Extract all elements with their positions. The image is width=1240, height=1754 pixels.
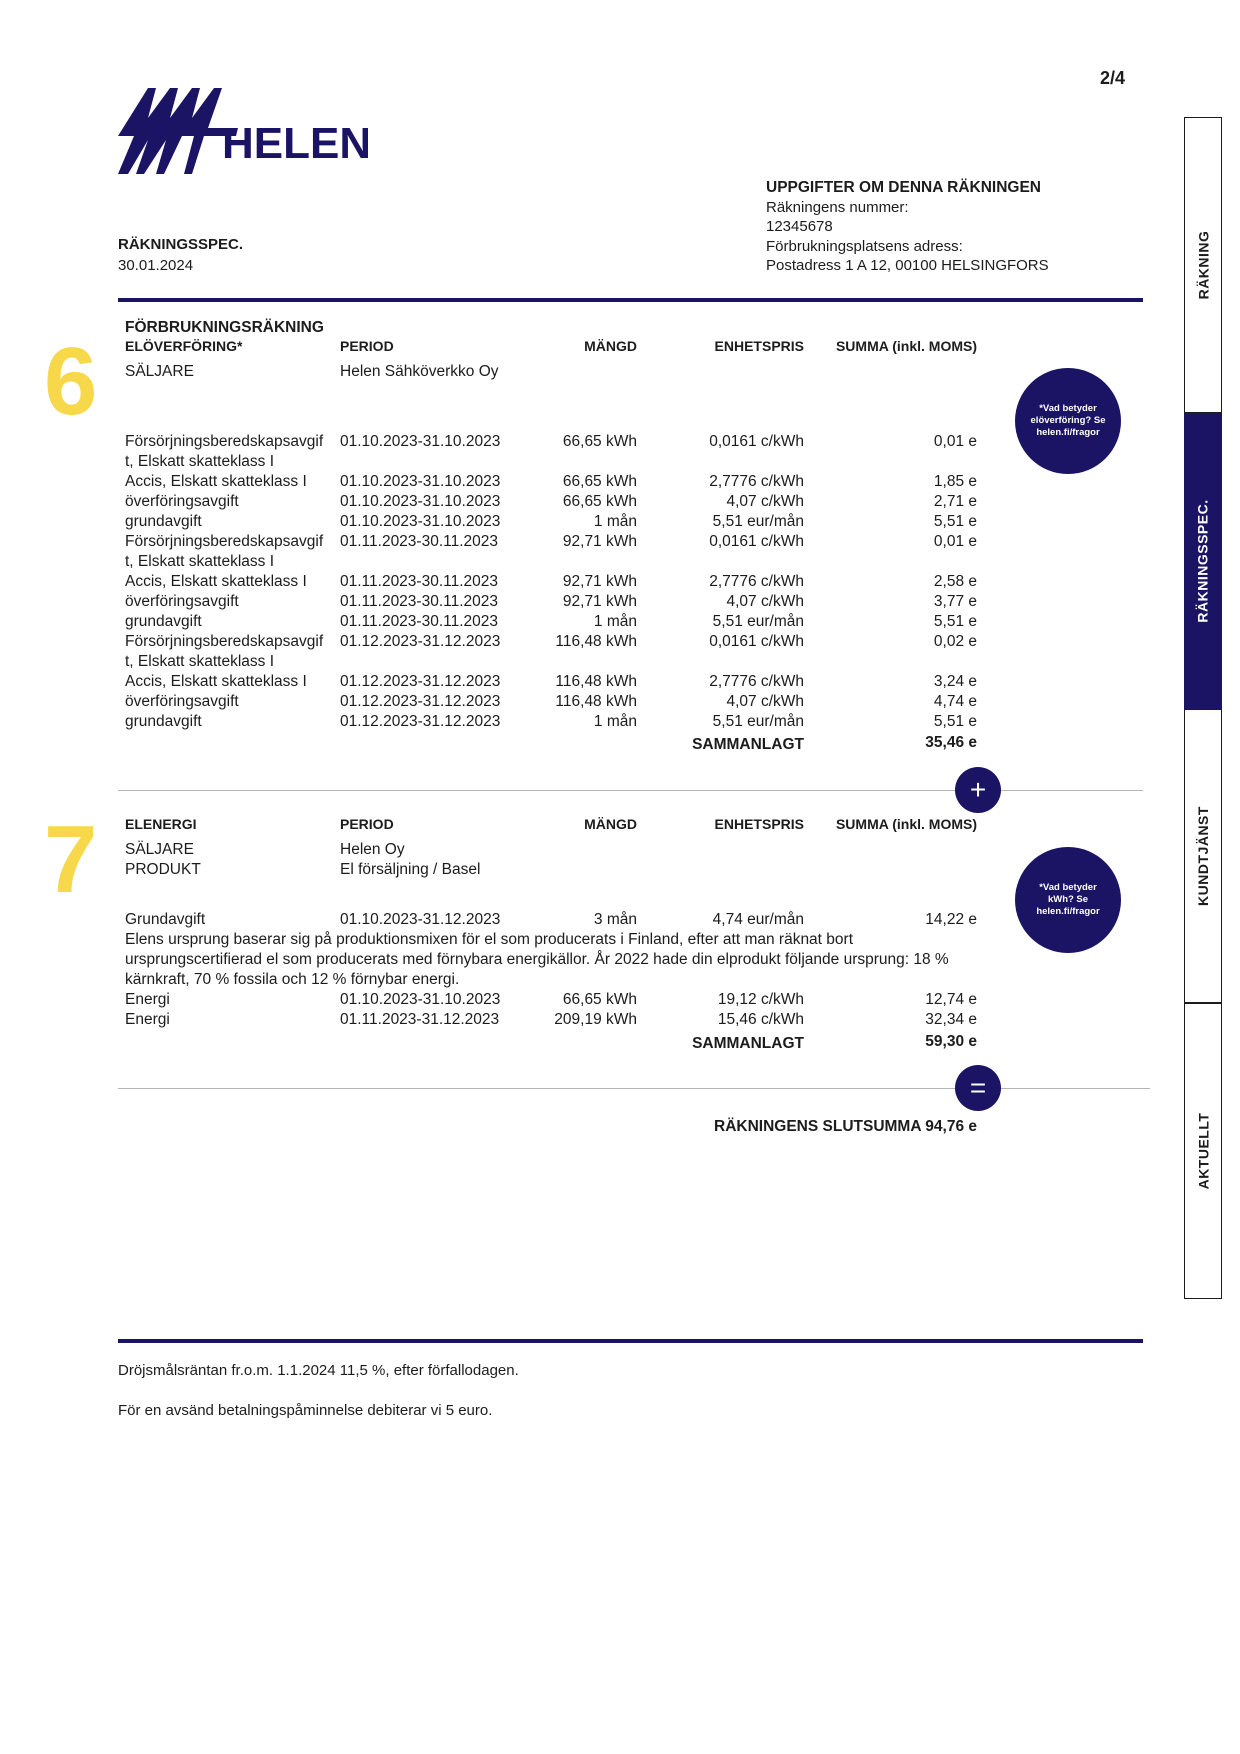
section7-header-period: PERIOD bbox=[340, 816, 394, 832]
item-period: 01.10.2023-31.10.2023 bbox=[340, 991, 501, 1008]
item-amount: 92,71 kWh bbox=[562, 573, 637, 590]
item-amount: 92,71 kWh bbox=[562, 533, 637, 550]
section7-header-amount: MÄNGD bbox=[584, 816, 637, 832]
invoice-info-heading: UPPGIFTER OM DENNA RÄKNINGEN bbox=[766, 179, 1041, 196]
item-period: 01.11.2023-30.11.2023 bbox=[340, 573, 499, 590]
divider bbox=[118, 1339, 1143, 1343]
document-title: RÄKNINGSSPEC. bbox=[118, 236, 244, 253]
origin-line: ursprungscertifierad el som producerats med förnybara energikällor. År 2022 hade din elprodukt följande ursprung: 18 % bbox=[125, 951, 949, 968]
tab-rakning[interactable] bbox=[1184, 117, 1222, 413]
origin-line: Elens ursprung baserar sig på produktionsmixen för el som producerats i Finland, efter att man räknat bort bbox=[125, 931, 854, 948]
section7-title: ELENERGI bbox=[125, 816, 197, 832]
section-marker-6: 6 bbox=[44, 328, 98, 435]
item-unit-price: 2,7776 c/kWh bbox=[709, 673, 804, 690]
address-label: Förbrukningsplatsens adress: bbox=[766, 237, 963, 255]
item-period: 01.12.2023-31.12.2023 bbox=[340, 633, 501, 650]
item-sum: 0,01 e bbox=[933, 533, 977, 550]
helen-logo-mark bbox=[118, 88, 368, 178]
item-amount: 116,48 kWh bbox=[555, 673, 637, 690]
item-unit-price: 4,07 c/kWh bbox=[726, 693, 804, 710]
item-period: 01.10.2023-31.10.2023 bbox=[340, 513, 501, 530]
item-name: Försörjningsberedskapsavgif bbox=[125, 533, 324, 550]
item-name-cont: t, Elskatt skatteklass I bbox=[125, 453, 275, 470]
item-name: Accis, Elskatt skatteklass I bbox=[125, 473, 307, 490]
item-amount: 1 mån bbox=[593, 713, 637, 730]
section6-seller: Helen Sähköverkko Oy bbox=[340, 363, 499, 380]
item-name: Försörjningsberedskapsavgif bbox=[125, 633, 324, 650]
item-period: 01.12.2023-31.12.2023 bbox=[340, 673, 501, 690]
item-unit-price: 5,51 eur/mån bbox=[712, 513, 804, 530]
item-amount: 209,19 kWh bbox=[554, 1011, 637, 1028]
item-period: 01.11.2023-30.11.2023 bbox=[340, 533, 499, 550]
item-name: grundavgift bbox=[125, 713, 202, 730]
item-unit-price: 19,12 c/kWh bbox=[717, 991, 804, 1008]
divider bbox=[118, 298, 1143, 302]
section7-base-sum: 14,22 e bbox=[925, 911, 977, 928]
section7-total: 59,30 e bbox=[925, 1033, 977, 1050]
item-name-cont: t, Elskatt skatteklass I bbox=[125, 553, 275, 570]
item-period: 01.11.2023-30.11.2023 bbox=[340, 593, 499, 610]
item-sum: 5,51 e bbox=[933, 713, 977, 730]
item-name-cont: t, Elskatt skatteklass I bbox=[125, 653, 275, 670]
section6-header-period: PERIOD bbox=[340, 338, 394, 354]
item-unit-price: 5,51 eur/mån bbox=[712, 713, 804, 730]
item-name: Försörjningsberedskapsavgif bbox=[125, 433, 324, 450]
item-name: grundavgift bbox=[125, 613, 202, 630]
item-unit-price: 0,0161 c/kWh bbox=[709, 533, 804, 550]
tab-label: AKTUELLT bbox=[1195, 1112, 1211, 1190]
item-unit-price: 4,07 c/kWh bbox=[726, 593, 804, 610]
item-period: 01.12.2023-31.12.2023 bbox=[340, 693, 501, 710]
item-sum: 0,02 e bbox=[933, 633, 977, 650]
helen-logo bbox=[118, 88, 368, 178]
plus-icon: + bbox=[955, 767, 1001, 813]
section6-header-amount: MÄNGD bbox=[584, 338, 637, 354]
section6-seller-label: SÄLJARE bbox=[125, 363, 194, 380]
item-period: 01.10.2023-31.10.2023 bbox=[340, 493, 501, 510]
section6-total: 35,46 e bbox=[925, 734, 977, 751]
address: Postadress 1 A 12, 00100 HELSINGFORS bbox=[766, 257, 1049, 274]
item-unit-price: 2,7776 c/kWh bbox=[709, 473, 804, 490]
item-unit-price: 0,0161 c/kWh bbox=[709, 633, 804, 650]
origin-line: kärnkraft, 70 % fossila och 12 % förnybar energi. bbox=[125, 971, 460, 988]
item-name: överföringsavgift bbox=[125, 693, 239, 710]
item-name: Accis, Elskatt skatteklass I bbox=[125, 573, 307, 590]
item-amount: 66,65 kWh bbox=[562, 433, 637, 450]
item-sum: 12,74 e bbox=[925, 991, 977, 1008]
item-sum: 32,34 e bbox=[925, 1011, 977, 1028]
section7-product: El försäljning / Basel bbox=[340, 861, 481, 878]
footer-interest: Dröjsmålsräntan fr.o.m. 1.1.2024 11,5 %, efter förfallodagen. bbox=[118, 1362, 519, 1379]
item-name: överföringsavgift bbox=[125, 493, 239, 510]
section7-header-unit-price: ENHETSPRIS bbox=[714, 816, 804, 832]
item-amount: 92,71 kWh bbox=[562, 593, 637, 610]
invoice-number-label: Räkningens nummer: bbox=[766, 198, 909, 216]
section7-product-label: PRODUKT bbox=[125, 861, 201, 878]
item-unit-price: 5,51 eur/mån bbox=[712, 613, 804, 630]
item-sum: 5,51 e bbox=[933, 613, 977, 630]
section7-seller: Helen Oy bbox=[340, 841, 405, 858]
item-sum: 0,01 e bbox=[933, 433, 977, 450]
page-number: 2/4 bbox=[1100, 68, 1126, 88]
section7-total-label: SAMMANLAGT bbox=[692, 1035, 804, 1052]
item-amount: 1 mån bbox=[593, 613, 637, 630]
item-period: 01.10.2023-31.10.2023 bbox=[340, 473, 501, 490]
section7-base-period: 01.10.2023-31.12.2023 bbox=[340, 911, 501, 928]
tab-label: RÄKNING bbox=[1195, 230, 1211, 300]
item-amount: 66,65 kWh bbox=[562, 991, 637, 1008]
equals-icon: = bbox=[955, 1065, 1001, 1111]
item-amount: 116,48 kWh bbox=[555, 633, 637, 650]
item-amount: 1 mån bbox=[593, 513, 637, 530]
section6-header-sum: SUMMA (inkl. MOMS) bbox=[835, 338, 977, 354]
item-unit-price: 15,46 c/kWh bbox=[717, 1011, 804, 1028]
section6-header-unit-price: ENHETSPRIS bbox=[714, 338, 804, 354]
grand-total: RÄKNINGENS SLUTSUMMA 94,76 e bbox=[714, 1118, 977, 1135]
section7-base-name: Grundavgift bbox=[125, 911, 206, 928]
item-name: Accis, Elskatt skatteklass I bbox=[125, 673, 307, 690]
item-sum: 1,85 e bbox=[933, 473, 977, 490]
tab-aktuellt[interactable] bbox=[1184, 1003, 1222, 1299]
section6-subtitle: ELÖVERFÖRING* bbox=[125, 338, 243, 354]
footer-reminder: För en avsänd betalningspåminnelse debiterar vi 5 euro. bbox=[118, 1402, 493, 1419]
section7-header-sum: SUMMA (inkl. MOMS) bbox=[835, 816, 977, 832]
document-date: 30.01.2024 bbox=[118, 257, 194, 274]
section7-base-amount: 3 mån bbox=[593, 911, 637, 928]
item-sum: 4,74 e bbox=[933, 693, 977, 710]
section6-total-label: SAMMANLAGT bbox=[692, 736, 804, 753]
item-name: överföringsavgift bbox=[125, 593, 239, 610]
info-bubble-transfer[interactable]: *Vad betyder elöverföring? Se helen.fi/fragor bbox=[1015, 368, 1121, 474]
section7-seller-label: SÄLJARE bbox=[125, 841, 194, 858]
section7-base-price: 4,74 eur/mån bbox=[712, 911, 804, 928]
item-name: Energi bbox=[125, 1011, 170, 1028]
item-name: Energi bbox=[125, 991, 170, 1008]
item-amount: 66,65 kWh bbox=[562, 493, 637, 510]
item-period: 01.10.2023-31.10.2023 bbox=[340, 433, 501, 450]
item-name: grundavgift bbox=[125, 513, 202, 530]
item-sum: 3,24 e bbox=[933, 673, 977, 690]
item-sum: 2,58 e bbox=[933, 573, 977, 590]
tab-label: RÄKNINGSSPEC. bbox=[1195, 499, 1211, 623]
item-period: 01.11.2023-31.12.2023 bbox=[340, 1011, 500, 1028]
section6-title: FÖRBRUKNINGSRÄKNING bbox=[125, 319, 324, 336]
item-sum: 2,71 e bbox=[933, 493, 977, 510]
item-unit-price: 4,07 c/kWh bbox=[726, 493, 804, 510]
invoice-number: 12345678 bbox=[766, 218, 833, 235]
item-amount: 66,65 kWh bbox=[562, 473, 637, 490]
tab-label: KUNDTJÄNST bbox=[1195, 806, 1212, 906]
item-sum: 5,51 e bbox=[933, 513, 977, 530]
item-unit-price: 0,0161 c/kWh bbox=[709, 433, 804, 450]
item-unit-price: 2,7776 c/kWh bbox=[709, 573, 804, 590]
item-amount: 116,48 kWh bbox=[555, 693, 637, 710]
helen-logo-text: HELEN bbox=[222, 119, 368, 168]
tab-rakningsspec[interactable] bbox=[1184, 413, 1222, 709]
info-bubble-kwh[interactable]: *Vad betyder kWh? Se helen.fi/fragor bbox=[1015, 847, 1121, 953]
item-period: 01.12.2023-31.12.2023 bbox=[340, 713, 501, 730]
item-period: 01.11.2023-30.11.2023 bbox=[340, 613, 499, 630]
section-marker-7: 7 bbox=[44, 806, 98, 913]
invoice-info bbox=[766, 178, 1096, 276]
item-sum: 3,77 e bbox=[933, 593, 977, 610]
tab-kundtjanst[interactable] bbox=[1184, 709, 1222, 1003]
origin-text bbox=[125, 930, 1025, 990]
